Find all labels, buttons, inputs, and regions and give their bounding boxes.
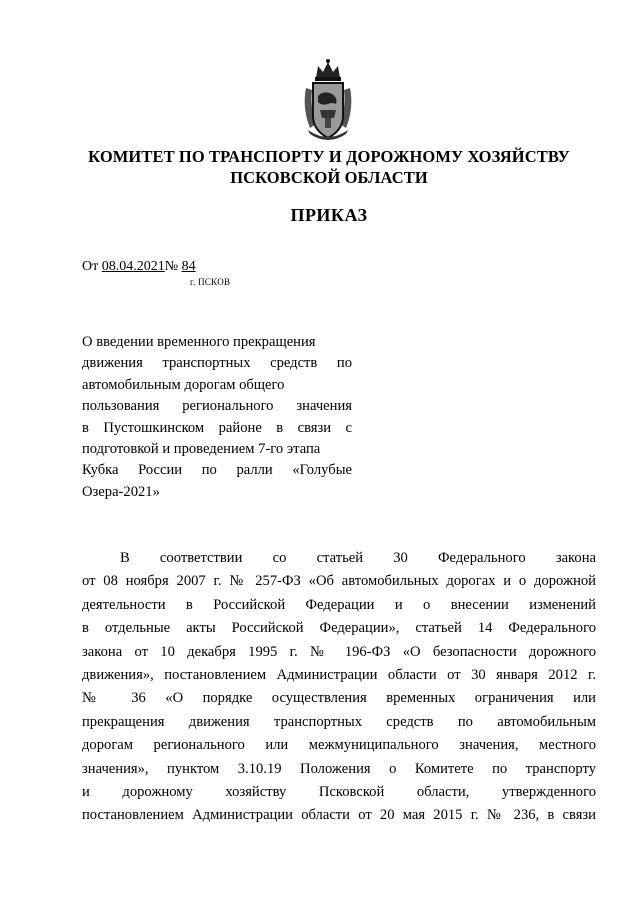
body-line: дорогам регионального или межмуниципального значения, местного — [82, 737, 596, 754]
subject-line: автомобильным дорогам общего — [82, 376, 285, 393]
subject-line: О введении временного прекращения — [82, 334, 316, 350]
subject-line: в Пустошкинском районе в связи с — [82, 419, 352, 436]
body-line: в отдельные акты Российской Федерации», статьей 14 Федерального — [82, 620, 596, 637]
document-type-title: ПРИКАЗ — [290, 205, 368, 225]
subject-line: пользования регионального значения — [82, 398, 352, 415]
body-line: значения», пунктом 3.10.19 Положения о Комитете по транспорту — [82, 760, 596, 777]
body-line: от 08 ноября 2007 г. № 257-ФЗ «Об автомобильных дорогах и о дорожной — [82, 573, 596, 590]
body-line: и дорожному хозяйству Псковской области, утвержденного — [82, 784, 596, 801]
body-line: В соответствии со статьей 30 Федерального закона — [120, 550, 596, 566]
body-line: закона от 10 декабря 1995 г. № 196-ФЗ «О безопасности дорожного — [82, 643, 596, 660]
body-line: постановлением Администрации области от 20 мая 2015 г. № 236, в связи — [82, 807, 596, 824]
coat-of-arms-icon — [298, 58, 358, 142]
order-date: 08.04.2021 — [101, 259, 165, 274]
body-line: прекращения движения транспортных средств по автомобильным — [82, 713, 596, 730]
city-label: г. ПСКОВ — [190, 277, 231, 287]
order-subject — [82, 332, 352, 503]
order-date-number — [82, 258, 196, 276]
from-label: От — [82, 259, 102, 274]
organization-title-line-1: КОМИТЕТ ПО ТРАНСПОРТУ И ДОРОЖНОМУ ХОЗЯЙСТВУ — [88, 147, 570, 166]
order-number: 84 — [181, 259, 196, 274]
body-line: движения», постановлением Администрации области от 30 января 2012 г. — [82, 667, 596, 684]
subject-line: Кубка России по ралли «Голубые — [82, 462, 352, 479]
organization-title — [40, 146, 618, 188]
body-line: деятельности в Российской Федерации и о внесении изменений — [82, 596, 596, 613]
number-label: № — [164, 259, 182, 274]
order-body — [82, 547, 596, 828]
subject-line: Озера-2021» — [82, 483, 160, 500]
subject-line: движения транспортных средств по — [82, 355, 352, 372]
subject-line: подготовкой и проведением 7-го этапа — [82, 441, 321, 458]
organization-title-line-2: ПСКОВСКОЙ ОБЛАСТИ — [230, 168, 428, 187]
body-line: № 36 «О порядке осуществления временных ограничения или — [82, 690, 596, 707]
